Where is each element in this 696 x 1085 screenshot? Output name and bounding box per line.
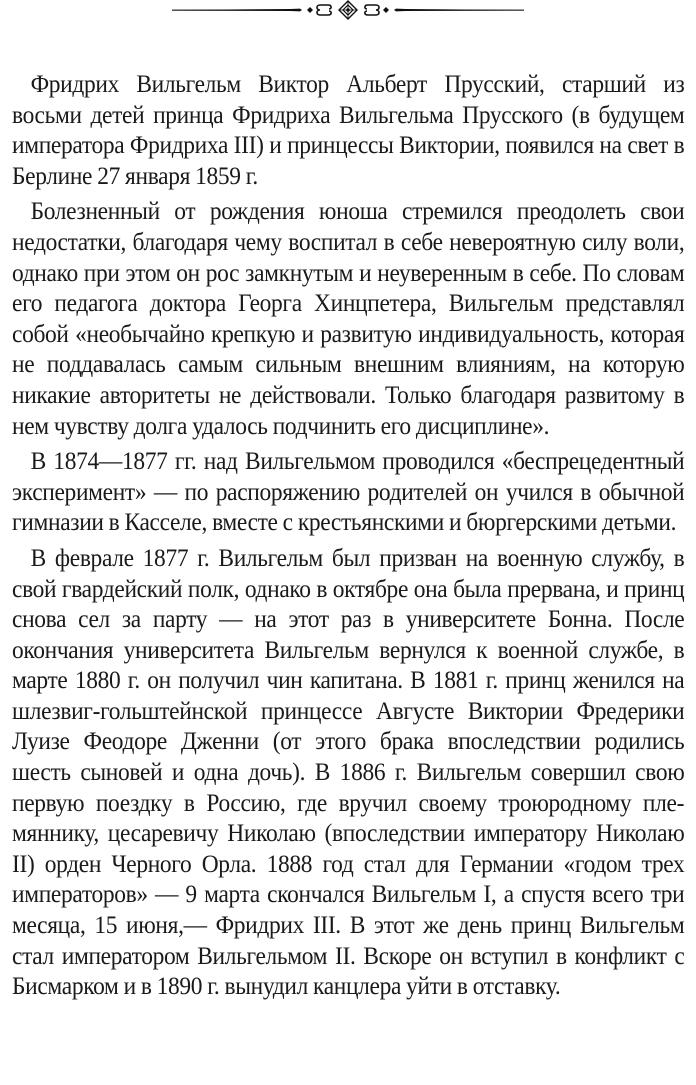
paragraph-childhood: Болезненный от рождения юноша стремился преодолеть свои недостатки, благодаря чему воспитал в себе невероятную силу воли, однако при этом он рос замкнутым и неуверенным в себе. По словам его педагога доктора Георга Хинцпетера, Вильгельм представлял собой «необычайно крепкую и развитую индивидуальность, которая не поддавалась самым сильным внешним влияниям, на которую никакие авторитеты не действовали. Только благодаря развитому в нем чувству долга удалось подчинить его дисциплине». [12, 198, 685, 440]
body-text [12, 70, 685, 1008]
paragraph-birth: Фридрих Вильгельм Виктор Альберт Прусский, старший из восьми детей принца Фридриха Вильгельма Прусского (в будущем императора Фридриха III) и принцессы Виктории, появился на свет в Берлине 27 января 1859 г. [12, 71, 685, 190]
paragraph-education: В 1874—1877 гг. над Вильгельмом проводился «беспрецедентный эксперимент» — по распоряжению родителей он учился в обычной гимназии в Касселе, вместе с крестьянскими и бюргерскими детьми. [12, 448, 685, 537]
paragraph-career: В феврале 1877 г. Вильгельм был призван на военную службу, в свой гвардейский полк, однако в октябре она была прервана, и принц снова сел за парту — на этот раз в университете Бонна. После окончания университета Вильгельм вернулся к военной службе, в марте 1880 г. он получил чин капитана. В 1881 г. принц женился на шлезвиг-гольштейнской принцессе Августе Виктории Фредерики Луизе Феодоре Дженни (от этого брака впоследствии родились шесть сыновей и одна дочь). В 1886 г. Вильгельм совершил свою первую поездку в Россию, где вручил своему троюродному племяннику, цесаревичу Николаю (впоследствии императору Николаю II) орден Черного Орла. 1888 год стал для Германии «годом трех императоров» — 9 марта скончался Вильгельм I, а спустя всего три месяца, 15 июня,— Фридрих III. В этот же день принц Вильгельм стал императором Вильгельмом II. Вскоре он вступил в конфликт с Бисмарком и в 1890 г. вынудил канцлера уйти в отставку. [12, 544, 685, 1001]
decorative-divider-ornament-icon [170, 0, 526, 22]
